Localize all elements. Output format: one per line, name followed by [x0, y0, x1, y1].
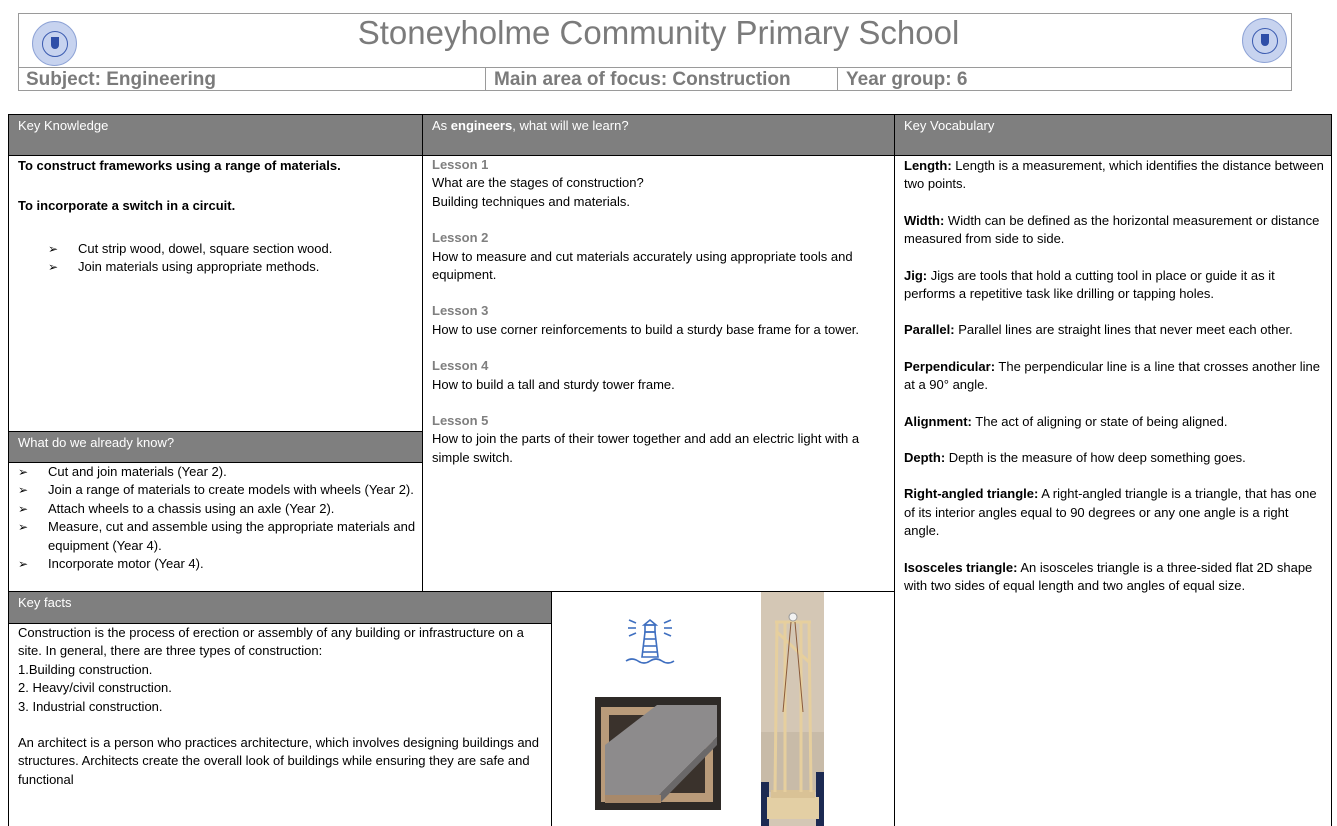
vocab-entry: Parallel: Parallel lines are straight lines that never meet each other.: [904, 322, 1293, 338]
vocab-entry: Alignment: The act of aligning or state of being aligned.: [904, 413, 1228, 429]
objective: To incorporate a switch in a circuit.: [18, 198, 236, 214]
list-item: ➢ Incorporate motor (Year 4).: [18, 555, 418, 573]
already-know-heading: What do we already know?: [9, 432, 422, 462]
lesson-text: How to use corner reinforcements to build a sturdy base frame for a tower.: [432, 321, 860, 337]
lesson-text: How to build a tall and sturdy tower frame.: [432, 376, 675, 392]
objective: To construct frameworks using a range of materials.: [18, 158, 341, 173]
grid-line: [551, 591, 552, 826]
lessons-content: [432, 156, 890, 467]
key-facts-heading: Key facts: [9, 592, 551, 623]
lesson-title: Lesson 5: [432, 413, 489, 429]
vocab-entry: Depth: Depth is the measure of how deep something goes.: [904, 450, 1246, 466]
grid-line: [8, 114, 9, 826]
lesson-title: Lesson 1: [432, 157, 489, 172]
lesson-title: Lesson 2: [432, 230, 489, 246]
school-title: Stoneyholme Community Primary School: [357, 14, 960, 51]
vocab-entry: Jig: Jigs are tools that hold a cutting tool in place or guide it as it performs a repetitive task like drilling or tapping holes.: [904, 267, 1275, 302]
list-item: ➢ Join materials using appropriate methods.: [48, 258, 418, 276]
construction-type: 2. Heavy/civil construction.: [18, 680, 172, 696]
already-know-content: [18, 463, 418, 573]
lighthouse-icon: [624, 617, 676, 667]
grid-line: [422, 114, 423, 591]
lesson-text: How to measure and cut materials accurately using appropriate tools and equipment.: [432, 248, 853, 283]
lesson-title: Lesson 4: [432, 358, 489, 374]
lesson-text: What are the stages of construction? Building techniques and materials.: [432, 175, 644, 209]
key-knowledge-heading: Key Knowledge: [9, 115, 422, 155]
lesson: [432, 412, 890, 467]
vocab-entry: Perpendicular: The perpendicular line is a line that crosses another line at a 90° angle.: [904, 358, 1320, 393]
construction-type: 1.Building construction.: [18, 661, 153, 677]
list-item: ➢ Attach wheels to a chassis using an axle (Year 2).: [18, 500, 418, 518]
subject-label: Subject: Engineering: [26, 69, 217, 90]
lesson: [432, 302, 890, 339]
tower-frame-photo: [761, 592, 824, 826]
facts-paragraph: An architect is a person who practices architecture, which involves designing buildings and structures. Architects create the overall look of buildings while ensuring they are safe and functional: [18, 735, 540, 787]
vocab-entry: Length: Length is a measurement, which identifies the distance between two points.: [904, 158, 1324, 192]
vocab-entry: Isosceles triangle: An isosceles triangle is a three-sided flat 2D shape with two sides of equal length and two angles of equal size.: [904, 559, 1313, 594]
construction-type: 3. Industrial construction.: [18, 698, 163, 714]
key-facts-content: [18, 624, 548, 789]
vocab-entry: Right-angled triangle: A right-angled triangle is a triangle, that has one of its interior angles equal to 90 degrees or any one angle is a right angle.: [904, 486, 1317, 539]
vocab-content: [904, 157, 1324, 614]
base-frame-photo: [595, 697, 721, 810]
grid-line: [1331, 114, 1332, 826]
list-item: ➢ Join a range of materials to create models with wheels (Year 2).: [18, 481, 418, 499]
lesson: [432, 156, 890, 211]
list-item: ➢ Cut and join materials (Year 2).: [18, 463, 418, 481]
lesson: [432, 229, 890, 284]
prior-knowledge-list: [18, 463, 418, 573]
list-item: ➢ Measure, cut and assemble using the appropriate materials and equipment (Year 4).: [18, 518, 418, 555]
year-group-label: Year group: 6: [846, 69, 968, 90]
vocab-entry: Width: Width can be defined as the horizontal measurement or distance measured from side to side.: [904, 212, 1320, 247]
lesson-text: How to join the parts of their tower together and add an electric light with a simple switch.: [432, 431, 860, 465]
facts-paragraph: Construction is the process of erection or assembly of any building or infrastructure on a site. In general, there are three types of construction:: [18, 625, 524, 659]
skills-list: [48, 240, 418, 277]
vocab-heading: Key Vocabulary: [895, 115, 1331, 155]
lesson-title: Lesson 3: [432, 303, 489, 319]
key-knowledge-content: [18, 157, 418, 277]
focus-label: Main area of focus: Construction: [494, 69, 791, 90]
learn-heading: As engineers, what will we learn?: [423, 115, 894, 155]
lesson: [432, 357, 890, 394]
list-item: ➢ Cut strip wood, dowel, square section wood.: [48, 240, 418, 258]
grid-line: [894, 114, 895, 826]
